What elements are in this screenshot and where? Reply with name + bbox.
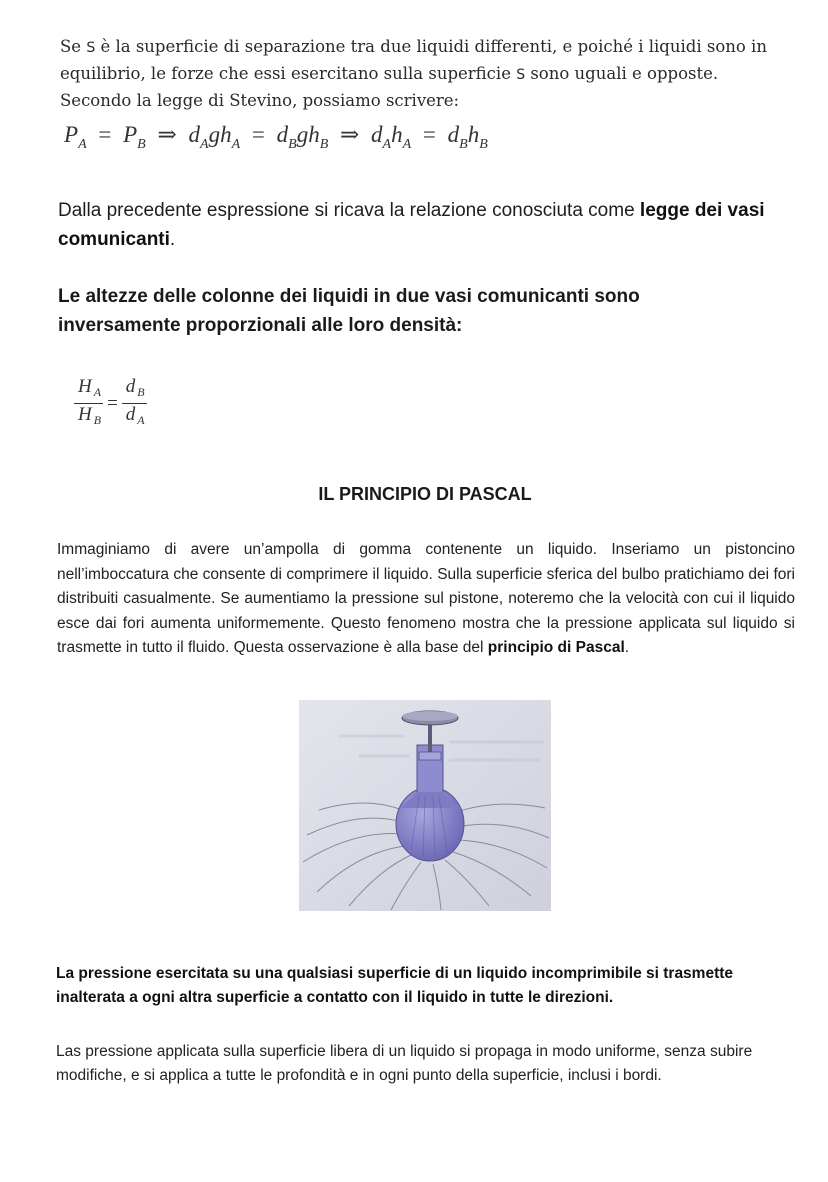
closing-paragraph: Las pressione applicata sulla superficie libera di un liquido si propaga in modo uniforme, senza subire modifiche, e si applica a tutte le profondità e in ogni punto della superficie, inclusi i bordi.	[56, 1043, 753, 1084]
pascal-bulb-figure	[299, 700, 551, 911]
pascal-bulb-illustration	[299, 700, 551, 911]
intro-text-2: è la superficie di separazione tra due liquidi differenti, e poiché i liquidi sono in equilibrio, le forze che essi esercitano sulla superficie	[60, 37, 767, 83]
conclusion-paragraph: Dalla precedente espressione si ricava la relazione conosciuta come legge dei vasi comunicanti.	[58, 200, 765, 250]
density-ratio-formula: $\frac{H _A}{H _B}$ = $\frac{d _B}{d _A}$	[74, 376, 147, 431]
intro-text-3: sono uguali e opposte. Secondo la legge di Stevino, possiamo scrivere:	[60, 64, 719, 110]
stevino-formula: $P_A = P_B$ ⇒ $d_Agh_A = d_Bgh_B$ ⇒ $d_Ah_A = d_Bh_B$	[64, 122, 488, 152]
section-title: IL PRINCIPIO DI PASCAL	[318, 484, 532, 504]
intro-paragraph	[60, 34, 780, 113]
pascal-description: Immaginiamo di avere un’ampolla di gomma contenente un liquido. Inseriamo un pistoncino nell’imboccatura che consente di comprimere il liquido. Sulla superficie sferica del bulbo pratichiamo dei fori distribuiti casualmente. Se aumentiamo la pressione sul pistone, noteremo che la velocità con cui il liquido esce dai fori aumenta uniformemente. Questo fenomeno mostra che la pressione applicata sul liquido si trasmette in tutto il fluido. Questa osservazione è alla base del principio di Pascal.	[57, 541, 795, 656]
symbol-s: S	[516, 67, 526, 83]
symbol-s: S	[86, 40, 96, 56]
law-name: legge dei vasi comunicanti	[58, 200, 765, 250]
pascal-principle-statement: La pressione esercitata su una qualsiasi superficie di un liquido incomprimibile si trasmette inalterata a ogni altra superficie a contatto con il liquido in tutte le direzioni.	[56, 965, 734, 1006]
law-statement: Le altezze delle colonne dei liquidi in due vasi comunicanti sono inversamente proporzionali alle loro densità:	[58, 286, 640, 336]
intro-text-1: Se	[60, 37, 87, 56]
principle-name: principio di Pascal	[487, 639, 625, 656]
